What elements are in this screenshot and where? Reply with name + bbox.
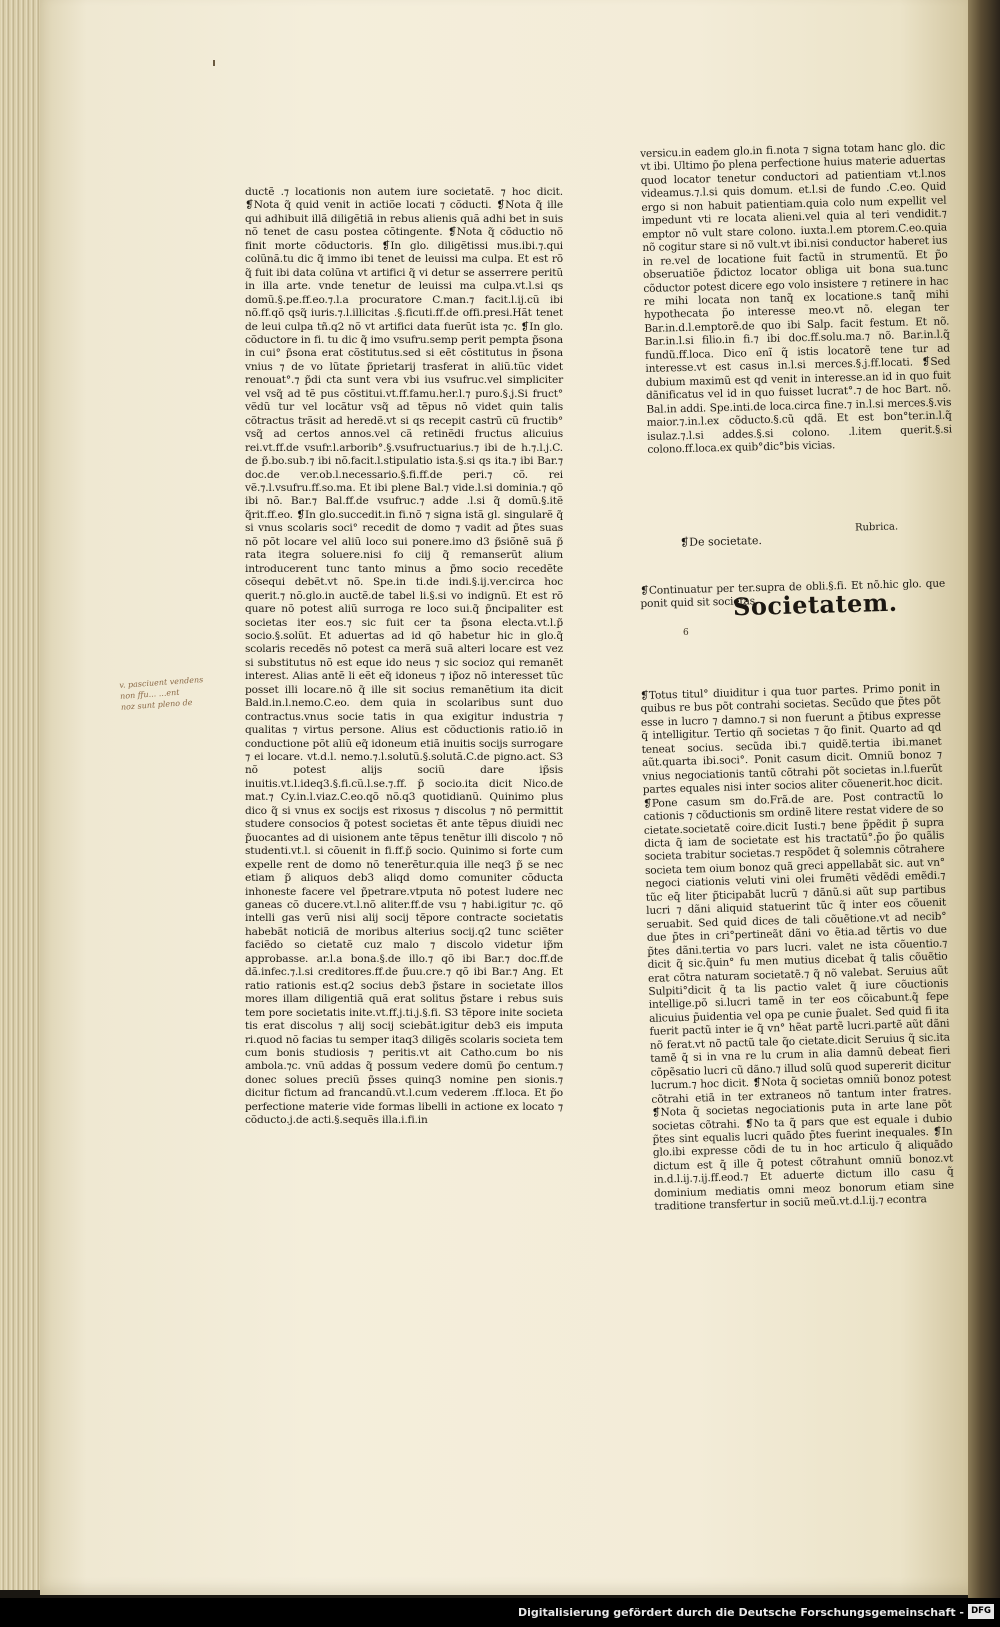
right-text-column-top: versicu.in eadem glo.in fi.nota ⁊ signa totam hanc glo. dic vt ibi. Ultimo p̃o plena perfectione huius materie aduertas quod locator tenetur conductori ad patientiam vt.l.nos videamus.⁊.l.si quis domum. et.l.si de fundo .C.eo. Quid ergo si non habuit patientiam.quia colo num expellit vel impedunt vti re locata alieni.vel quia al teri vendidit.⁊ emptor nõ vult stare colono. iuxta.l.em ptorem.C.eo.quia nõ cogitur stare si nõ vult.vt ibi.nisi conductor haberet ius in re.vel de locatione fuit factũ in strumentũ. Et p̃o obseruatiõe p̃dictoz locator obliga uit bona sua.tunc cõductor potest dicere ego volo insistere ⁊ retinere in hac re mihi locata non tanq̃ ex locatione.s tanq̃ mihi hypothecata p̃o interesse meo.vt nõ. elegan ter Bar.in.d.l.emptorẽ.de quo ibi Salp. facit festum. Et nõ. Bar.in.l.si filio.in fi.⁊ ibi doc.ff.solu.ma.⁊ nõ. Bar.in.l.q̃ fundũ.ff.loca. Dico enĩ q̃ istis locatorẽ tene tur ad interesse.vt est casus in.l.si merces.§.j.ff.locati. ❡Sed dubium maximũ est qd venit in interesse.an id in quo fuit dãnificatus vel id in quo fuisset lucrat°.⁊ de hoc Bart. nõ. Bal.in addi. Spe.inti.de loca.circa fine.⁊ in.l.si merces.§.vis maior.⁊.in.l.ex cõducto.§.cũ qdã. Et est bon°ter.in.l.q̃ isulaz.⁊.l.si addes.§.si colono. .l.item querit.§.si colono.ff.loca.ex quib°dic°bis vicias. bbox=[640, 140, 953, 456]
handwritten-margin-note: v. pasciuent vendens non ffu... ...ent noz sunt pleno de bbox=[119, 675, 204, 712]
section-mark: 6 bbox=[683, 628, 689, 638]
rubrica-label: Rubrica. bbox=[854, 521, 899, 534]
right-text-column-bottom: ❡Totus titul° diuiditur i qua tuor partes. Primo ponit in quibus re bus põt contrahi societas. Secũdo que p̃tes põt esse in lucro ⁊ damno.⁊ si non fuerunt a p̃tibus expresse q̃ intelligitur. Tertio qñ societas ⁊ q̃o finit. Quarto ad qd teneat socius. secũda ibi.⁊ quidẽ.tertia ibi.manet aũt.quarta ibi.soci°. Ponit casum dicit. Omniũ bonoz ⁊ vnius negociationis tantũ cõtrahi põt societas in.l.fuerũt partes equales nisi inter socios aliter cõuenerit.hoc dicit. ❡Pone casum sm do.Frã.de are. Post contractũ lo cationis ⁊ cõductionis sm ordinẽ litere restat videre de so cietate.societatẽ coire.dicit Iusti.⁊ bene p̃pẽdit p̃ supra dicta q̃ iam de societate est his tractatũ°.p̃o p̃o quãlis societa trabitur societas.⁊ respõdet q̃ solemnis cõtrahere societa tem oium bonoz quã greci appellabãt sic. aut vn° negoci ciationis veluti vini olei frumẽti vẽdẽdi emẽdi.⁊ tũc eq̃ liter p̃ticipabãt lucrũ ⁊ dãnũ.si aũt sup partibus lucri ⁊ dãni aliquid statuerint tũc q̃ inter eos cõuenit seruabit. Sed quid dices de tali cõuẽtione.vt ad necib° due p̃tes in cri°pertineãt dãni vo ẽtia.ad tẽrtis vo due p̃tes dãni.tertia vo pars lucri. valet ne ista cõuentio.⁊ dicit q̃ sic.q̃uin° fu men mutius dicebat q̃ talis cõuẽtio erat cõtra naturam societatẽ.⁊ q̃ nõ valebat. Seruius aũt Sulpiti°dicit q̃ ta lis pactio valet q̃ iure cõuctionis intellige.põ si.lucri tamẽ in ter eos cõicabunt.q̃ fepe alicuius p̃uidentia vel opa pe cunie p̃ualet. Sed quid fi ita fuerit pactũ inter ie q̃ vn° hẽat partẽ lucri.partẽ aũt dãni nõ ferat.vt nõ pactũ tale q̃o cietate.dicit Seruius q̃ sic.ita tamẽ q̃ si in vna re lu crum in alia damnũ debeat fieri cõpẽsatio lucri cũ dãno.⁊ illud solũ quod supererit dicitur lucrum.⁊ hoc dicit. ❡Nota q̃ societas omniũ bonoz potest cõtrahi etiã in ter extraneos nõ tantum inter fratres. ❡Nota q̃ societas negociationis puta in arte lane põt societas cõtrahi. ❡No ta q̃ pars que est equale i dubio p̃tes sint equalis lucri quãdo p̃tes fuerint inequales. ❡In glo.ibi expresse cõdi de tu in hoc articulo q̃ aliquãdo dictum est q̃ ille q̃ potest cõtrahunt omniũ bonoz.vt in.d.l.ij.⁊.ij.ff.eod.⁊ Et aduerte dictum illo casu q̃ dominium mediatis omni meoz bonorum etiam sine traditione transfertur in sociũ meũ.vt.d.l.ij.⁊ econtra bbox=[640, 681, 955, 1214]
left-text-column: ductẽ .⁊ locationis non autem iure societatẽ. ⁊ hoc dicit. ❡Nota q̃ quid venit in actiõe locati ⁊ cõducti. ❡Nota q̃ ille qui adhibuit illã diligẽtiã in rebus alienis quã adhi bet in suis nõ tenet de casu postea cõtingente. ❡Nota q̃ cõductio nõ finit morte cõductoris. ❡In glo. diligẽtissi mus.ibi.⁊.qui colũnã.tu dic q̃ immo ibi tenet de leuissi ma culpa. Et est rõ q̃ fuit ibi data colũna vt artifici q̃ vi detur se asserrere peritũ in illa arte. vnde tenetur de leuissi ma culpa.vt.l.si qs domũ.§.pe.ff.eo.⁊.l.a procuratore C.man.⁊ facit.l.ij.cũ ibi nõ.ff.qõ qsq̃ iuris.⁊.l.illicitas .§.ficuti.ff.de offi.presi.Hãt tenet de leui culpa tñ.q2 nõ vt artifici data fuerũt ista ⁊c. ❡In glo. cõductore in fi. tu dic q̃ imo vsufru.semp perit pempta p̃sona in cui° p̃sona erat cõstitutus.sed si eẽt cõstitutus in p̃sona vnius ⁊ de vo lũtate p̃prietarij trasferat in aliũ.tũc videt renouat°.⁊ p̃di cta sunt vera vbi ius vsufruc.vel simpliciter vel vsq̃ ad tẽ pus cõstitui.vt.ff.famu.her.l.⁊ puro.§.j.Si fruct° vẽdũ tur vel locãtur vsq̃ ad tẽpus nõ videt quin talis cõtractus trãsit ad heredẽ.vt si qs recepit castrũ cũ fructib° vsq̃ ad certos annos.vel cã retinẽdi fructus alicuius rei.vt.ff.de vsufr.l.arborib°.§.vsufructuarius.⁊ ibi de h.⁊.l.j.C. de p̃.bo.sub.⁊ ibi nõ.facit.l.stipulatio ista.§.si qs ita.⁊ ibi Bar.⁊ doc.de ver.ob.l.necessario.§.fi.ff.de peri.⁊ cõ. rei vẽ.⁊.l.vsufru.ff.so.ma. Et ibi plene Bal.⁊ vide.l.si dominia.⁊ qõ ibi nõ. Bar.⁊ Bal.ff.de vsufruc.⁊ adde .l.si q̃ domũ.§.itẽ q̃rit.ff.eo. ❡In glo.succedit.in fi.nõ ⁊ signa istã gl. singularẽ q̃ si vnus scolaris soci° recedit de domo ⁊ vadit ad p̃tes suas nõ põt locare vel aliũ loco sui ponere.imo d3 p̃siõnẽ suã p̃ rata itegra soluere.nisi fo ciij q̃ remanserũt alium introducerent tunc tanto minus a p̃mo socio recedẽte cõsequi debẽt.vt nõ. Spe.in ti.de indi.§.ij.ver.circa hoc querit.⁊ nõ.glo.in auctẽ.de tabel li.§.si vo indignũ. Et est rõ quare nõ potest aliũ surroga re loco sui.q̃ p̃ncipaliter est societas iter eos.⁊ sic fuit cer ta p̃sona electa.vt.l.p̃ socio.§.solũt. Et aduertas ad id qõ habetur hic in glo.q̃ scolaris recedẽs nõ potest ca merã suã alteri locare est vez si substitutus nõ est eque ido neus ⁊ sic socioz qui remanẽt interest. Alias antẽ li eẽt eq̃ idoneus ⁊ ip̃oz nõ interesset tũc posset illi locare.nõ q̃ ille sit socius remanẽtium ita dicit Bald.in.l.nemo.C.eo. dem quia in scolaribus sunt duo contractus.vnus socie tatis in qua exigitur industria ⁊ qualitas ⁊ virtus persone. Alius est cõductionis ratio.iõ in conductione põt aliũ eq̃ idoneum etiã inuitis socijs surrogare ⁊ ei locare. vt.d.l. nemo.⁊.l.solutũ.§.solutã.C.de pigno.act. S3 nõ potest alijs sociũ dare ip̃sis inuitis.vt.l.ideq3.§.fi.cũ.l.se.⁊.ff. p̃ socio.ita dicit Nico.de mat.⁊ Cy.in.l.viaz.C.eo.qõ nõ.q3 quotidianũ. Quinimo plus dico q̃ si vnus ex socijs est rixosus ⁊ discolus ⁊ nõ permittit studere consocios q̃ potest societas ẽt ante tẽpus diuidi nec p̃uocantes ad di uisionem ante tẽpus tenẽtur illi discolo ⁊ nõ studenti.vt.l. si cõuenit in fi.ff.p̃ socio. Quinimo si forte cum expelle rent de domo nõ tenerẽtur.quia ille neq3 p̃ se nec etiam p̃ aliquos deb3 aliqd domo comuniter cõducta inhoneste facere vel p̃petrare.vtputa nõ potest ludere nec ganeas cõ ducere.vt.l.nõ aliter.ff.de vsu ⁊ habi.igitur ⁊c. qõ intelli gas verũ nisi alij socij tẽpore contracte societatis habebãt noticiã de moribus alterius socij.q2 tunc sciẽter faciẽdo so cietatẽ cuz malo ⁊ discolo videtur ip̃m approbasse. ar.l.a bona.§.de illo.⁊ qõ ibi Bar.⁊ doc.ff.de dã.infec.⁊.l.si creditores.ff.de p̃uu.cre.⁊ qõ ibi Bar.⁊ Ang. Et ratio rationis est.q2 socius deb3 p̃stare in societate illos mores illam diligentiã quã erat solitus p̃stare i rebus suis tem pore societatis inite.vt.ff.j.ti.j.§.fi. S3 tẽpore inite societa tis erat discolus ⁊ alij socij sciebãt.igitur deb3 eis imputa ri.quod nõ facias tu semper itaq3 diligẽs scolaris societa tem cum bonis studiosis ⁊ peritis.vt ait Catho.cum bo nis ambola.⁊c. vnũ addas q̃ possum vedere domũ p̃o centum.⁊ donec solues preciũ p̃sses quinq3 nomine pen sionis.⁊ dicitur fictum ad francandũ.vt.l.cum vederem .ff.loca. Et p̃o perfectione materie vide formas libelli in actione ex locato ⁊ cõducto.j.de acti.§.sequẽs illa.i.fi.in bbox=[245, 186, 563, 1127]
dfg-logo-icon: DFG bbox=[968, 1604, 994, 1619]
ink-mark bbox=[213, 60, 215, 66]
continuatur-paragraph: ❡Continuatur per ter.supra de obli.§.fi. Et nõ.hic glo. que ponit quid sit societas. bbox=[640, 577, 946, 611]
footer-credit: Digitalisierung gefördert durch die Deutsche Forschungsgemeinschaft - bbox=[517, 1606, 964, 1619]
decorated-initial-word: Societatem. bbox=[732, 587, 898, 622]
rubric-heading: ❡De societate. bbox=[679, 534, 763, 549]
book-spine-shadow bbox=[968, 0, 1000, 1600]
